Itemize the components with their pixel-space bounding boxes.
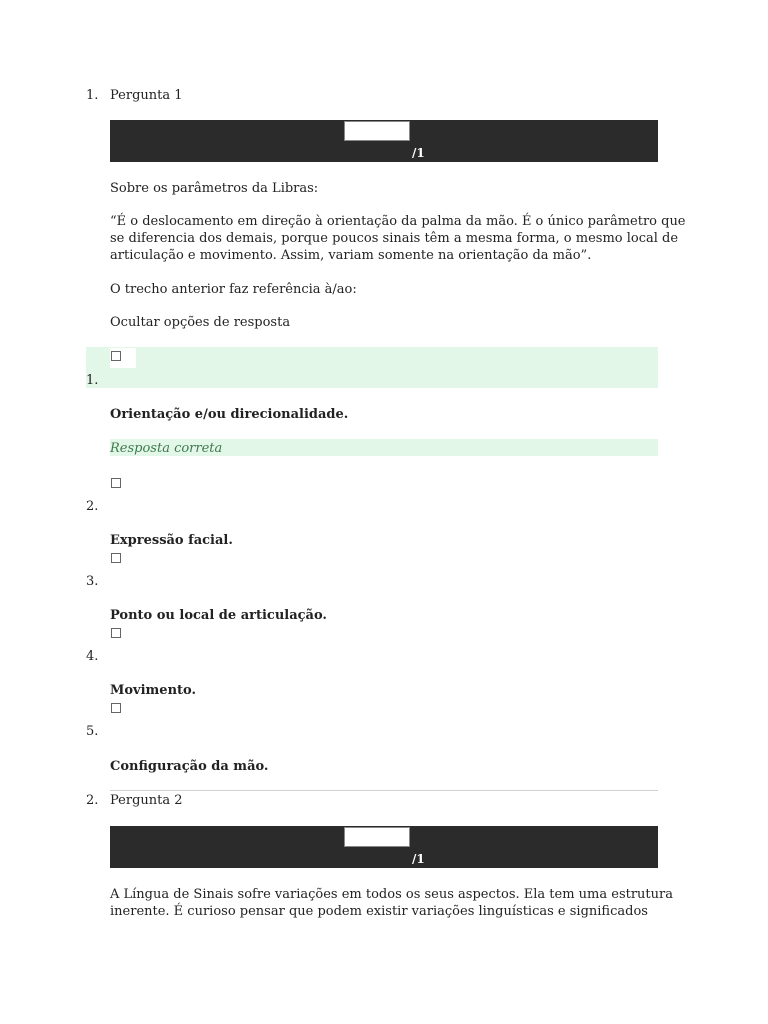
option-number: 5. xyxy=(86,724,99,739)
option-text: Ponto ou local de articulação. xyxy=(110,608,327,623)
option-number: 1. xyxy=(86,373,99,388)
quote-line: articulação e movimento. Assim, variam somente na orientação da mão”. xyxy=(110,248,592,263)
option-number: 4. xyxy=(86,649,99,664)
question-prompt: O trecho anterior faz referência à/ao: xyxy=(110,282,357,297)
score-bar xyxy=(110,826,658,868)
score-input[interactable] xyxy=(344,827,410,847)
question-title: Pergunta 1 xyxy=(110,88,183,103)
score-input[interactable] xyxy=(344,121,410,141)
question-title: Pergunta 2 xyxy=(110,793,183,808)
option-number: 3. xyxy=(86,574,99,589)
quote-line: se diferencia dos demais, porque poucos sinais têm a mesma forma, o mesmo local de xyxy=(110,231,679,246)
question-number: 2. xyxy=(86,793,99,808)
option-text: Configuração da mão. xyxy=(110,759,269,774)
option-checkbox[interactable] xyxy=(111,478,121,488)
option-checkbox[interactable] xyxy=(111,553,121,563)
hide-options-link[interactable]: Ocultar opções de resposta xyxy=(110,315,291,330)
question-text-line: A Língua de Sinais sofre variações em todos os seus aspectos. Ela tem uma estrutura xyxy=(110,887,673,902)
option-text: Movimento. xyxy=(110,683,197,698)
option-checkbox[interactable] xyxy=(111,703,121,713)
option-text: Orientação e/ou direcionalidade. xyxy=(110,407,349,422)
option-row-highlight xyxy=(86,347,658,388)
option-text: Expressão facial. xyxy=(110,533,233,548)
score-bar xyxy=(110,120,658,162)
option-number: 2. xyxy=(86,499,99,514)
score-total: /1 xyxy=(412,852,425,866)
question-number: 1. xyxy=(86,88,99,103)
question-intro: Sobre os parâmetros da Libras: xyxy=(110,181,319,196)
option-checkbox[interactable] xyxy=(111,628,121,638)
correct-answer-label: Resposta correta xyxy=(110,441,223,456)
score-total: /1 xyxy=(412,146,425,160)
question-text-line: inerente. É curioso pensar que podem existir variações linguísticas e significados xyxy=(110,904,648,919)
question-divider xyxy=(110,790,658,791)
quote-line: “É o deslocamento em direção à orientação da palma da mão. É o único parâmetro que xyxy=(110,214,686,229)
option-checkbox[interactable] xyxy=(111,351,121,361)
